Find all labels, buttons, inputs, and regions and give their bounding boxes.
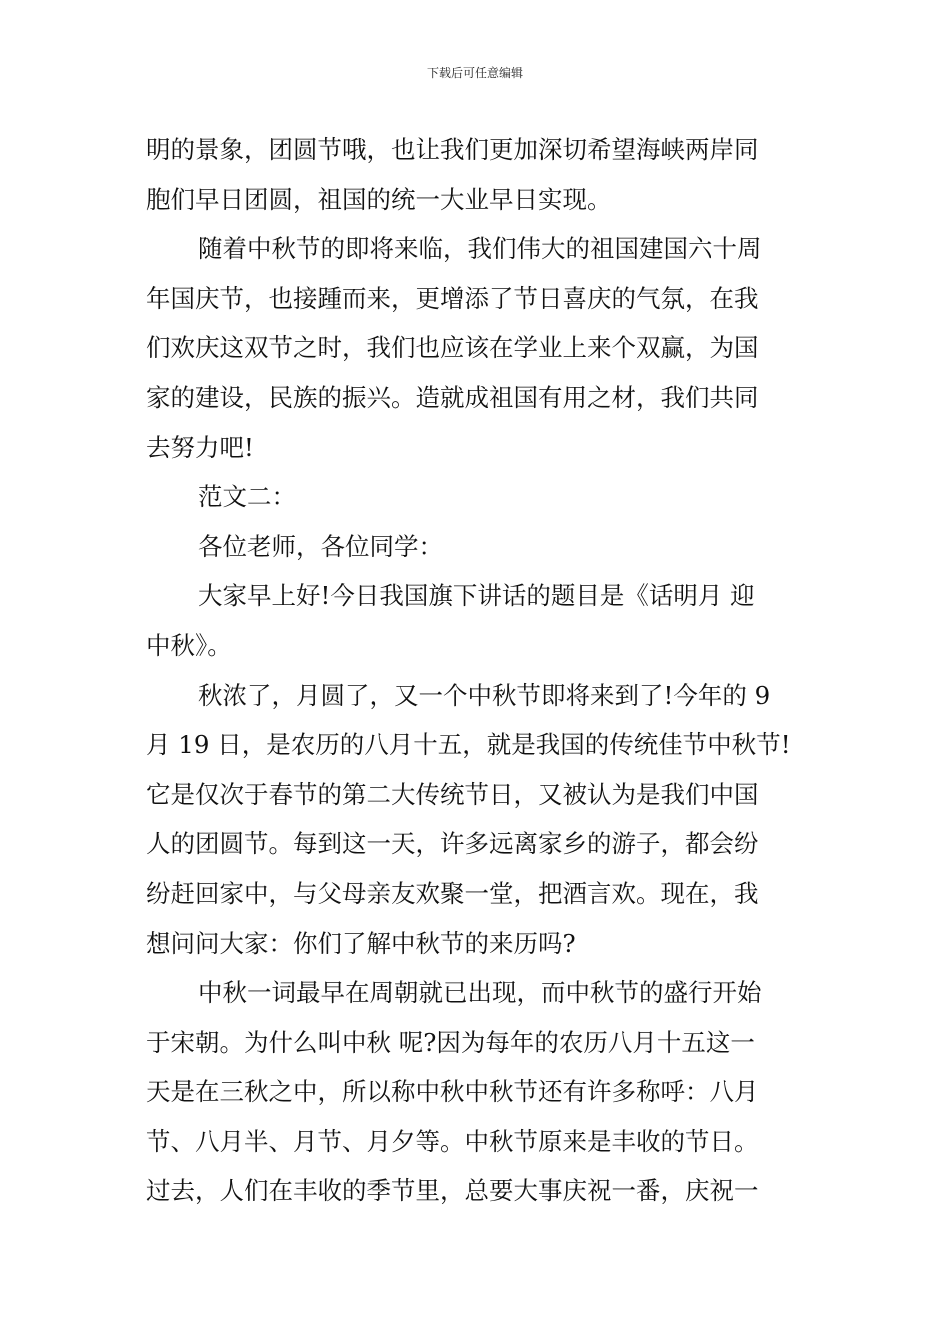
text-line: 年国庆节，也接踵而来，更增添了节日喜庆的气氛，在我 [146,283,759,313]
text-line: 于宋朝。为什么叫中秋 呢?因为每年的农历八月十五这一 [146,1027,755,1057]
text-line: 们欢庆这双节之时，我们也应该在学业上来个双赢，为国 [146,333,759,363]
text-line: 节、八月半、月节、月夕等。中秋节原来是丰收的节日。 [146,1126,759,1156]
text-line: 去努力吧! [146,432,254,462]
paragraph-first-line: 随着中秋节的即将来临，我们伟大的祖国建国六十周 [198,234,762,264]
page-header: 下载后可任意编辑 [426,66,523,80]
text-line: 天是在三秋之中，所以称中秋中秋节还有许多称呼：八月 [146,1077,759,1107]
text-line: 家的建设，民族的振兴。造就成祖国有用之材，我们共同 [146,382,759,412]
section-heading: 范文二： [198,482,296,512]
text-line: 过去，人们在丰收的季节里，总要大事庆祝一番，庆祝一 [146,1176,759,1206]
text-line: 纷赶回家中，与父母亲友欢聚一堂，把酒言欢。现在，我 [146,878,759,908]
text-line: 胞们早日团圆，祖国的统一大业早日实现。 [146,184,612,214]
paragraph-first-line: 秋浓了，月圆了，又一个中秋节即将来到了!今年的 9 [198,680,771,710]
text-line: 中秋》。 [146,630,232,660]
text-line: 想问问大家：你们了解中秋节的来历吗? [146,928,576,958]
text-line: 明的景象，团圆节哦，也让我们更加深切希望海峡两岸同 [146,135,759,164]
paragraph-first-line: 中秋一词最早在周朝就已出现，而中秋节的盛行开始 [198,978,762,1008]
paragraph-first-line: 大家早上好!今日我国旗下讲话的题目是《话明月 迎 [198,581,755,611]
document-body [146,125,810,1216]
text-line: 它是仅次于春节的第二大传统节日，又被认为是我们中国 [146,779,759,809]
text-line: 月 19 日，是农历的八月十五，就是我国的传统佳节中秋节! [146,730,791,760]
text-line: 人的团圆节。每到这一天，许多远离家乡的游子，都会纷 [146,829,759,859]
salutation: 各位老师，各位同学： [198,531,443,561]
